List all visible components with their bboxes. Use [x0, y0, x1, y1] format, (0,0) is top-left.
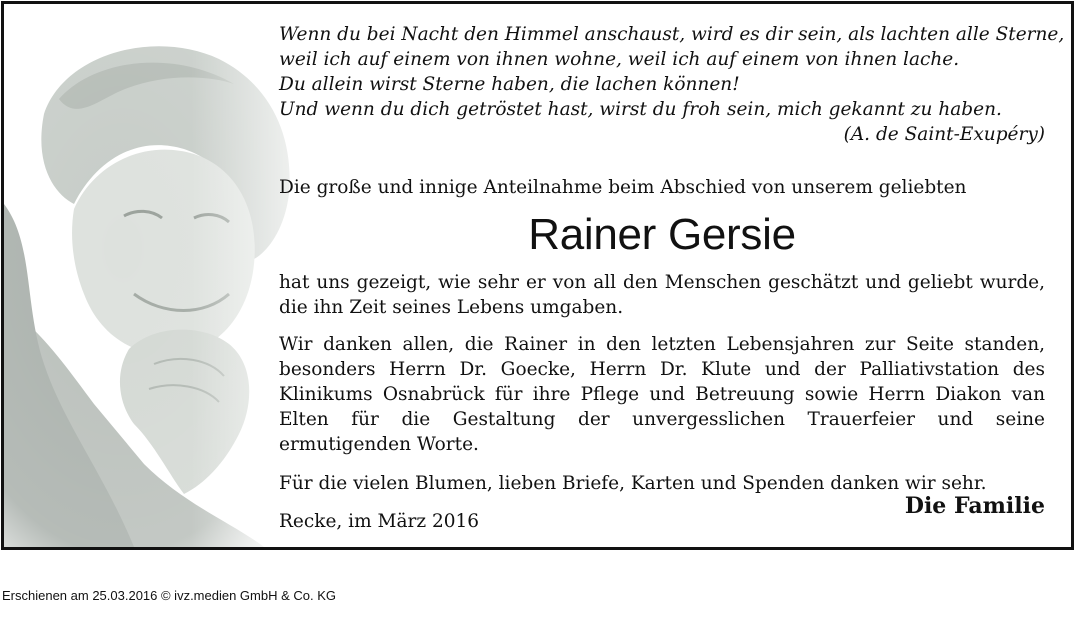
obituary-card	[1, 1, 1074, 550]
poem-line: Und wenn du dich getröstet hast, wirst du froh sein, mich gekannt zu haben.	[279, 99, 1002, 120]
poem-quote	[279, 22, 1065, 122]
intro-text: Die große und innige Anteilnahme beim Abschied von unserem geliebten	[279, 177, 967, 198]
place-date: Recke, im März 2016	[279, 511, 480, 532]
signature: Die Familie	[904, 493, 1045, 519]
publication-footer: Erschienen am 25.03.2016 © ivz.medien GmbH & Co. KG	[2, 588, 337, 603]
poem-line: weil ich auf einem von ihnen wohne, weil ich auf einem von ihnen lache.	[279, 49, 960, 70]
deceased-name: Rainer Gersie	[528, 210, 796, 259]
body-paragraph: hat uns gezeigt, wie sehr er von all den Menschen geschätzt und geliebt wurde, die ihn Zeit seines Lebens umgaben.	[279, 272, 1045, 318]
body-paragraph: Wir danken allen, die Rainer in den letzten Lebensjahren zur Seite standen, besonders Herrn Dr. Goecke, Herrn Dr. Klute und der Palliativstation des Klinikums Osnabrück für ihre Pflege und Betreuung sowie Herrn Diakon van Elten für die Gestaltung der unvergesslichen Trauerfeier und seine ermutigenden Worte.	[279, 334, 1045, 455]
thanks-text: Für die vielen Blumen, lieben Briefe, Karten und Spenden danken wir sehr.	[279, 473, 987, 494]
poem-line: Du allein wirst Sterne haben, die lachen können!	[279, 74, 740, 95]
poem-line: Wenn du bei Nacht den Himmel anschaust, wird es dir sein, als lachten alle Sterne,	[279, 24, 1065, 45]
obituary-text	[279, 22, 1065, 496]
poem-attribution: (A. de Saint-Exupéry)	[843, 124, 1045, 145]
